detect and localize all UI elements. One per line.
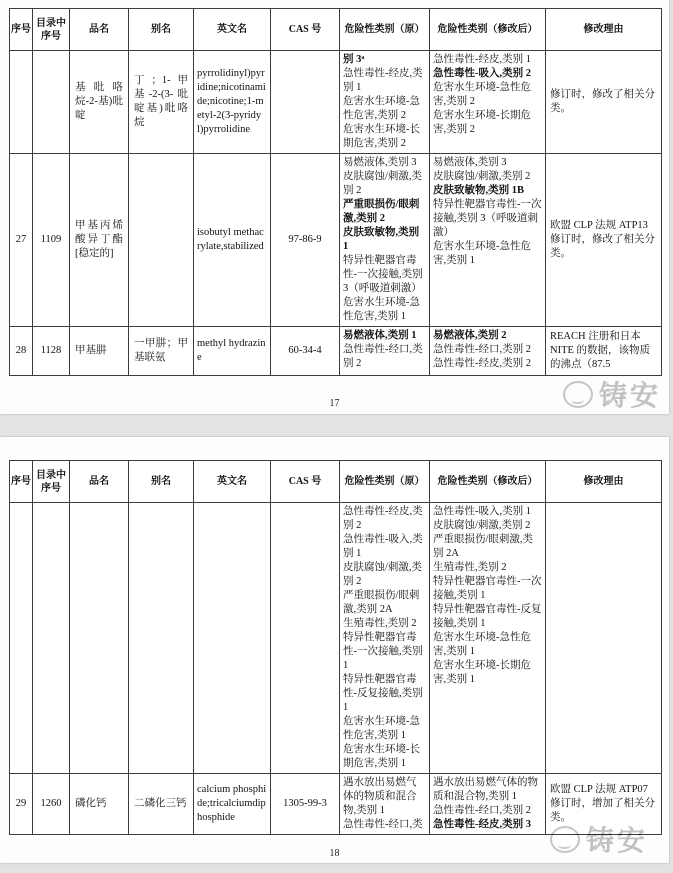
cell-catalog-no	[33, 503, 70, 774]
column-header: 修改理由	[546, 9, 662, 51]
hazard-line: 皮肤腐蚀/刺激,类别 2	[343, 171, 423, 196]
cell-english-name: calcium phosphide;tricalciumdiphosphide	[194, 774, 271, 835]
hazard-line: 急性毒性-经口,类	[343, 819, 423, 830]
cell-hazard-original	[340, 503, 430, 774]
cell-seq	[10, 51, 33, 154]
cell-reason: 欧盟 CLP 法规 ATP07 修订时，增加了相关分类。	[546, 774, 662, 835]
cell-product-name: 基吡咯烷-2-基)吡啶	[70, 51, 129, 154]
hazard-line: 皮肤腐蚀/刺激,类别 2	[433, 520, 531, 531]
column-header: 危险性类别（原）	[340, 9, 430, 51]
column-header: 危险性类别（修改后）	[430, 461, 546, 503]
page-17	[0, 0, 669, 414]
cell-product-name: 甲基丙烯酸异丁酯[稳定的]	[70, 154, 129, 327]
hazard-line: 严重眼损伤/眼刺激,类别 2A	[343, 590, 420, 615]
hazard-line: 急性毒性-吸入,类别 1	[433, 506, 531, 517]
hazard-line: 易燃液体,类别 2	[433, 330, 507, 341]
cell-cas-no: 97-86-9	[271, 154, 340, 327]
hazard-line: 皮肤腐蚀/刺激,类别 2	[343, 562, 423, 587]
column-header: 目录中序号	[33, 461, 70, 503]
column-header: 危险性类别（原）	[340, 461, 430, 503]
column-header: 目录中序号	[33, 9, 70, 51]
cell-hazard-modified	[430, 51, 546, 154]
cell-hazard-original	[340, 51, 430, 154]
cell-hazard-original	[340, 774, 430, 835]
hazard-line: 危害水生环境-急性危害,类别 1	[433, 632, 531, 657]
cell-hazard-modified	[430, 154, 546, 327]
hazard-line: 遇水放出易燃气体的物质和混合物,类别 1	[343, 777, 417, 816]
cell-hazard-modified	[430, 503, 546, 774]
column-header: 别名	[129, 461, 194, 503]
hazard-line: 危害水生环境-急性危害,类别 1	[433, 241, 531, 266]
hazard-line: 危害水生环境-急性危害,类别 2	[343, 96, 420, 121]
watermark-text: 铸安	[599, 381, 662, 412]
cell-alias: 一甲肼；甲基联氨	[129, 327, 194, 376]
hazard-line: 急性毒性-经口,类别 2	[433, 805, 531, 816]
cell-hazard-modified	[430, 774, 546, 835]
cell-hazard-modified	[430, 327, 546, 376]
hazard-line: 特异性靶器官毒性-反复接触,类别 1	[343, 674, 423, 713]
hazard-line: 危害水生环境-急性危害,类别 1	[343, 716, 420, 741]
column-header: 品名	[70, 9, 129, 51]
hazard-line: 急性毒性-吸入,类别 2	[433, 68, 531, 79]
cell-seq	[10, 503, 33, 774]
watermark-text: 铸安	[586, 826, 649, 857]
cell-hazard-original	[340, 154, 430, 327]
hazard-line: 危害水生环境-长期危害,类别 1	[433, 660, 531, 685]
watermark-logo-icon	[550, 826, 580, 853]
hazard-line: 急性毒性-经口,类别 2	[343, 344, 423, 369]
hazard-line: 危害水生环境-长期危害,类别 2	[433, 110, 531, 135]
hazard-line: 特异性靶器官毒性-一次接触,类别 1	[343, 632, 423, 671]
cell-hazard-original	[340, 327, 430, 376]
hazard-line: 急性毒性-经皮,类别 1	[433, 54, 531, 65]
table-row	[10, 154, 662, 327]
hazard-line: 急性毒性-经口,类别 2	[433, 344, 531, 355]
cell-english-name: pyrrolidinyl)pyridine;nicotinamide;nicotine;1-metyl-2(3-pyridyl)pyrrolidine	[194, 51, 271, 154]
column-header: 英文名	[194, 9, 271, 51]
cell-cas-no	[271, 51, 340, 154]
cell-cas-no: 60-34-4	[271, 327, 340, 376]
column-header: 序号	[10, 461, 33, 503]
table-row	[10, 327, 662, 376]
cell-seq: 27	[10, 154, 33, 327]
watermark-logo-icon	[563, 381, 593, 408]
column-header: CAS 号	[271, 461, 340, 503]
column-header: 修改理由	[546, 461, 662, 503]
cell-reason	[546, 503, 662, 774]
cell-english-name: methyl hydrazine	[194, 327, 271, 376]
hazard-line: 易燃液体,类别 3	[433, 157, 507, 168]
column-header: 别名	[129, 9, 194, 51]
hazard-line: 特异性靶器官毒性-反复接触,类别 1	[433, 604, 542, 629]
cell-catalog-no: 1260	[33, 774, 70, 835]
hazard-line: 皮肤腐蚀/刺激,类别 2	[433, 171, 531, 182]
table-row	[10, 51, 662, 154]
hazard-line: 急性毒性-吸入,类别 1	[343, 534, 423, 559]
cell-product-name: 磷化钙	[70, 774, 129, 835]
page-number: 18	[329, 848, 340, 859]
hazard-line: 急性毒性-经皮,类别 1	[343, 68, 423, 93]
cell-reason: 修订时，修改了相关分类。	[546, 51, 662, 154]
hazard-line: 危害水生环境-长期危害,类别 1	[343, 744, 420, 769]
watermark	[563, 374, 661, 414]
cell-product-name: 甲基肼	[70, 327, 129, 376]
cell-catalog-no: 1128	[33, 327, 70, 376]
hazard-line: 特异性靶器官毒性-一次接触,类别 3（呼吸道刺激）	[343, 255, 423, 294]
cell-product-name	[70, 503, 129, 774]
cell-alias	[129, 154, 194, 327]
cell-reason: REACH 注册和日本 NITE 的数据，该物质的沸点（87.5	[546, 327, 662, 376]
hazard-table-page17	[9, 8, 661, 376]
column-header: 序号	[10, 9, 33, 51]
header-row	[10, 461, 662, 503]
hazard-line: 危害水生环境-长期危害,类别 2	[343, 124, 420, 149]
cell-alias: 丁；1-甲基-2-(3-吡啶基)吡咯烷	[129, 51, 194, 154]
cell-cas-no	[271, 503, 340, 774]
hazard-line: 易燃液体,类别 3	[343, 157, 417, 168]
hazard-line: 特异性靶器官毒性-一次接触,类别 3（呼吸道刺激）	[433, 199, 542, 238]
hazard-line: 急性毒性-经皮,类别 3	[433, 819, 531, 830]
cell-reason: 欧盟 CLP 法规 ATP13 修订时，修改了相关分类。	[546, 154, 662, 327]
hazard-line: 严重眼损伤/眼刺激,类别 2	[343, 199, 420, 224]
column-header: 危险性类别（修改后）	[430, 9, 546, 51]
hazard-line: 特异性靶器官毒性-一次接触,类别 1	[433, 576, 542, 601]
cell-seq: 28	[10, 327, 33, 376]
hazard-line: 严重眼损伤/眼刺激,类别 2A	[433, 534, 534, 559]
hazard-line: 生殖毒性,类别 2	[343, 618, 417, 629]
cell-cas-no: 1305-99-3	[271, 774, 340, 835]
watermark	[550, 819, 648, 859]
hazard-line: 遇水放出易燃气体的物质和混合物,类别 1	[433, 777, 538, 802]
hazard-line: 急性毒性-经皮,类别 2	[433, 358, 531, 369]
cell-english-name	[194, 503, 271, 774]
cell-seq: 29	[10, 774, 33, 835]
hazard-line: 危害水生环境-急性危害,类别 2	[433, 82, 531, 107]
hazard-line: 急性毒性-经皮,类别 2	[343, 506, 423, 531]
cell-alias	[129, 503, 194, 774]
header-row	[10, 9, 662, 51]
hazard-line: 易燃液体,类别 1	[343, 330, 417, 341]
column-header: CAS 号	[271, 9, 340, 51]
column-header: 品名	[70, 461, 129, 503]
hazard-line: 皮肤致敏物,类别 1B	[433, 185, 525, 196]
page-number: 17	[329, 398, 340, 409]
table-row	[10, 503, 662, 774]
cell-catalog-no	[33, 51, 70, 154]
hazard-line: 危害水生环境-急性危害,类别 1	[343, 297, 420, 322]
hazard-line: 别 3ᵃ	[343, 54, 365, 65]
hazard-table-page18	[9, 460, 661, 835]
cell-alias: 二磷化三钙	[129, 774, 194, 835]
page-18	[0, 437, 669, 863]
cell-catalog-no: 1109	[33, 154, 70, 327]
hazard-line: 皮肤致敏物,类别 1	[343, 227, 420, 252]
hazard-line: 生殖毒性,类别 2	[433, 562, 507, 573]
hazard-classification-table	[9, 460, 662, 835]
column-header: 英文名	[194, 461, 271, 503]
hazard-classification-table	[9, 8, 662, 376]
cell-english-name: isobutyl methacrylate,stabilized	[194, 154, 271, 327]
